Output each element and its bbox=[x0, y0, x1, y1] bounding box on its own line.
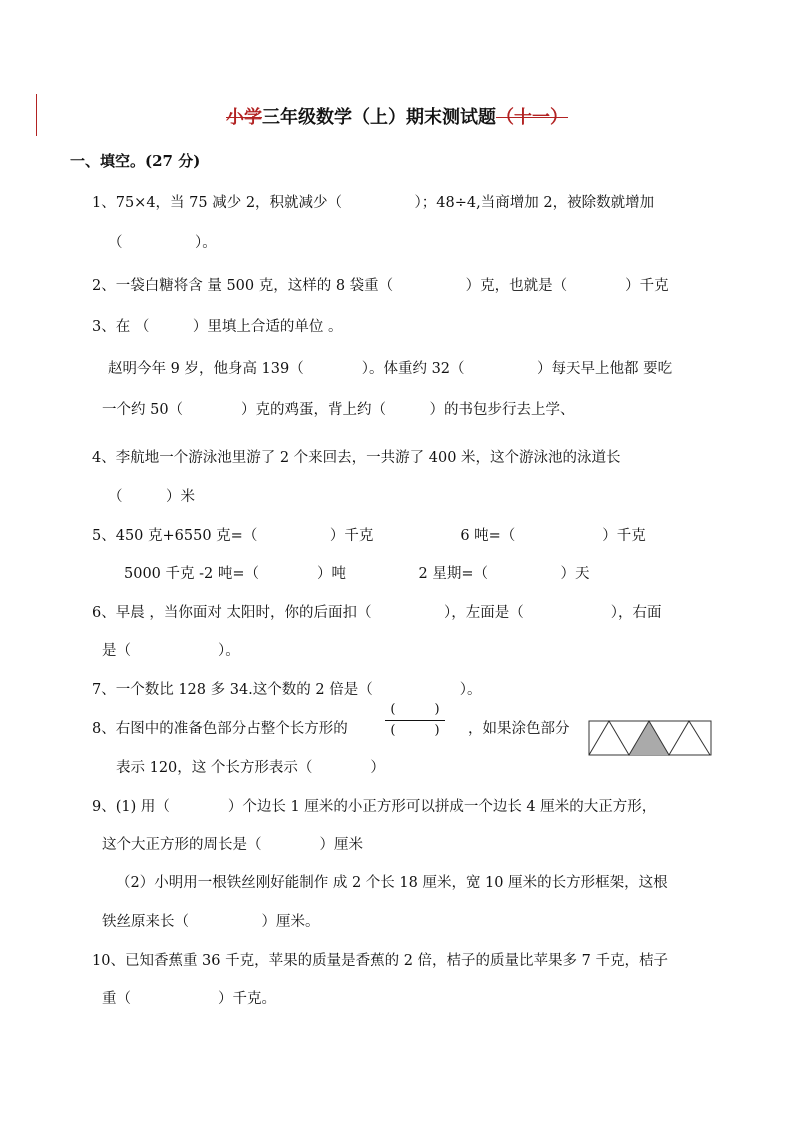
page-title bbox=[0, 106, 794, 130]
q9-line4: 铁丝原来长（ ）厘米。 bbox=[102, 914, 320, 930]
q9-line1: 9、(1) 用（ ）个边长 1 厘米的小正方形可以拼成一个边长 4 厘米的大正方形， bbox=[92, 799, 657, 815]
q8-fraction bbox=[385, 702, 445, 739]
q9-line2: 这个大正方形的周长是（ ）厘米 bbox=[102, 837, 363, 853]
q10-line1: 10、已知香蕉重 36 千克，苹果的质量是香蕉的 2 倍，桔子的质量比苹果多 7 千克，桔子 bbox=[92, 953, 669, 969]
q9-line3: （2）小明用一根铁丝刚好能制作 成 2 个长 18 厘米，宽 10 厘米的长方形框架，这根 bbox=[116, 875, 668, 891]
q1-line1: 1、75×4，当 75 减少 2，积就减少（ ）；48÷4,当商增加 2，被除数就增加 bbox=[92, 195, 655, 211]
title-suffix: （十一） bbox=[496, 107, 568, 128]
fraction-bar bbox=[385, 720, 445, 721]
title-prefix: 小学 bbox=[226, 107, 262, 128]
q3-line3: 一个约 50（ ）克的鸡蛋，背上约（ ）的书包步行去上学、 bbox=[102, 402, 575, 418]
title-main: 三年级数学（上）期末测试题 bbox=[262, 107, 496, 128]
fraction-denominator: ( ) bbox=[390, 723, 440, 738]
q8-line1-b: ，如果涂色部分 bbox=[468, 721, 570, 737]
q6-line1: 6、早晨 ，当你面对 太阳时，你的后面扣（ ），左面是（ ），右面 bbox=[92, 605, 662, 621]
q5-line2: 5000 千克 -2 吨=（ ）吨 2 星期=（ ）天 bbox=[124, 566, 590, 582]
q10-line2: 重（ ）千克。 bbox=[102, 991, 276, 1007]
section-heading: 一、填空。(27 分) bbox=[70, 152, 201, 170]
q6-line2: 是（ ）。 bbox=[102, 643, 240, 659]
q4-line2: （ ）米 bbox=[108, 489, 195, 505]
q8-line1-a: 8、右图中的准备色部分占整个长方形的 bbox=[92, 721, 348, 737]
q8-line2: 表示 120，这 个长方形表示（ ） bbox=[116, 760, 385, 776]
q7-line1: 7、一个数比 128 多 34.这个数的 2 倍是（ ）。 bbox=[92, 682, 482, 698]
q2-line1: 2、一袋白糖将含 量 500 克，这样的 8 袋重（ ）克，也就是（ ）千克 bbox=[92, 278, 669, 294]
q4-line1: 4、李航地一个游泳池里游了 2 个来回去，一共游了 400 米，这个游泳池的泳道长 bbox=[92, 450, 621, 466]
triangle-rectangle-figure bbox=[588, 720, 712, 756]
q5-line1: 5、450 克+6550 克=（ ）千克 6 吨=（ ）千克 bbox=[92, 528, 646, 544]
q3-line2: 赵明今年 9 岁，他身高 139（ ）。体重约 32（ ）每天早上他都 要吃 bbox=[108, 361, 673, 377]
q1-line2: （ ）。 bbox=[108, 235, 217, 251]
fraction-numerator: ( ) bbox=[390, 702, 440, 717]
q3-line1: 3、在 （ ）里填上合适的单位 。 bbox=[92, 319, 343, 335]
